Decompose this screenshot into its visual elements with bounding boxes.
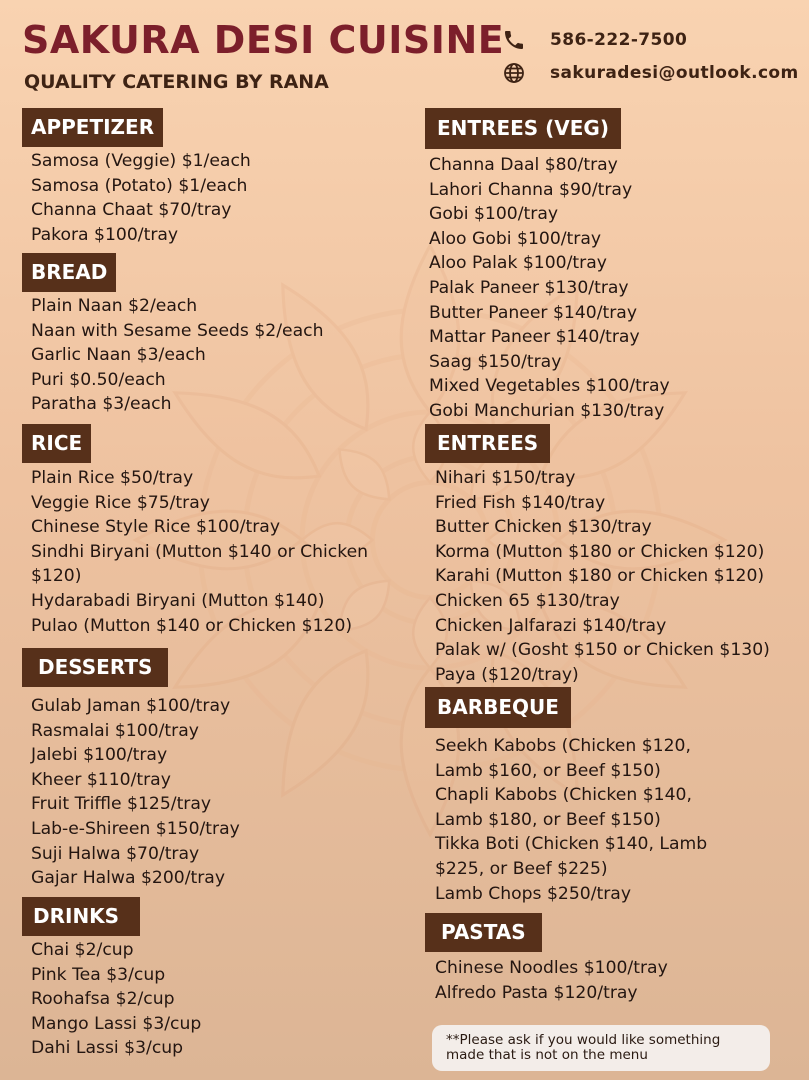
menu-item: Aloo Gobi $100/tray <box>429 228 602 249</box>
category-bread: BREAD <box>22 253 116 292</box>
menu-item: Jalebi $100/tray <box>31 745 168 766</box>
menu-note: **Please ask if you would like something made that is not on the menu <box>432 1025 770 1071</box>
rice-list <box>31 466 371 638</box>
menu-item: Lab-e-Shireen $150/tray <box>31 818 240 839</box>
menu-item: Paya ($120/tray) <box>435 664 579 685</box>
menu-item: Palak w/ (Gosht $150 or Chicken $130) <box>435 640 770 661</box>
category-desserts: DESSERTS <box>22 648 168 687</box>
menu-item: Chai $2/cup <box>31 940 134 960</box>
menu-item: Mattar Paneer $140/tray <box>429 327 640 348</box>
menu-item: Kheer $110/tray <box>31 769 171 790</box>
phone-number: 586-222-7500 <box>550 30 688 50</box>
menu-item: Suji Halwa $70/tray <box>31 843 200 864</box>
menu-item: Gajar Halwa $200/tray <box>31 868 226 889</box>
phone-icon <box>502 28 526 52</box>
menu-item: Chicken 65 $130/tray <box>435 590 620 611</box>
menu-item: Seekh Kabobs (Chicken $120, Lamb $160, or Beef $150) <box>435 736 691 781</box>
appetizer-list <box>31 149 251 247</box>
menu-item: Aloo Palak $100/tray <box>429 253 607 274</box>
menu-item: Butter Paneer $140/tray <box>429 302 638 323</box>
menu-item: Gobi Manchurian $130/tray <box>429 400 665 421</box>
menu-item: Dahi Lassi $3/cup <box>31 1038 184 1059</box>
menu-item: Pink Tea $3/cup <box>31 964 166 985</box>
menu-item: Samosa (Potato) $1/each <box>31 175 248 196</box>
menu-item: Samosa (Veggie) $1/each <box>31 151 251 171</box>
entrees-list <box>435 466 770 687</box>
menu-item: Butter Chicken $130/tray <box>435 517 652 538</box>
menu-item: Korma (Mutton $180 or Chicken $120) <box>435 541 765 562</box>
restaurant-subtitle: QUALITY CATERING BY RANA <box>24 71 329 93</box>
category-entrees-veg: ENTREES (VEG) <box>425 108 621 149</box>
menu-item: Chinese Style Rice $100/tray <box>31 517 281 538</box>
category-barbeque: BARBEQUE <box>425 687 571 728</box>
category-drinks: DRINKS <box>22 897 140 936</box>
menu-item: Alfredo Pasta $120/tray <box>435 982 638 1003</box>
entrees-veg-list <box>429 153 670 424</box>
menu-item: Veggie Rice $75/tray <box>31 492 210 513</box>
category-pastas: PASTAS <box>425 913 542 952</box>
email-address: sakuradesi@outlook.com <box>550 63 799 83</box>
drinks-list <box>31 938 201 1061</box>
menu-item: Karahi (Mutton $180 or Chicken $120) <box>435 566 765 587</box>
menu-item: Pulao (Mutton $140 or Chicken $120) <box>31 615 353 636</box>
menu-item: Nihari $150/tray <box>435 468 576 488</box>
globe-icon <box>502 61 526 85</box>
category-appetizer: APPETIZER <box>22 108 163 147</box>
desserts-list <box>31 694 240 891</box>
menu-item: Gobi $100/tray <box>429 204 559 225</box>
menu-item: Chapli Kabobs (Chicken $140, Lamb $180, or Beef $150) <box>435 785 692 830</box>
email-contact[interactable] <box>502 61 799 85</box>
menu-item: Palak Paneer $130/tray <box>429 277 629 298</box>
category-entrees: ENTREES <box>425 424 550 463</box>
menu-item: Sindhi Biryani (Mutton $140 or Chicken $120) <box>31 541 369 587</box>
menu-item: Mango Lassi $3/cup <box>31 1013 202 1034</box>
menu-item: Channa Chaat $70/tray <box>31 200 232 221</box>
menu-item: Tikka Boti (Chicken $140, Lamb $225, or Beef $225) <box>435 834 708 879</box>
menu-item: Rasmalai $100/tray <box>31 720 199 741</box>
menu-item: Channa Daal $80/tray <box>429 155 618 175</box>
category-rice: RICE <box>22 424 91 463</box>
menu-item: Roohafsa $2/cup <box>31 989 175 1010</box>
menu-item: Saag $150/tray <box>429 351 562 372</box>
barbeque-list <box>435 734 735 906</box>
bread-list <box>31 294 323 417</box>
menu-item: Plain Naan $2/each <box>31 296 198 316</box>
menu-item: Gulab Jaman $100/tray <box>31 696 231 716</box>
menu-item: Garlic Naan $3/each <box>31 345 206 366</box>
menu-item: Naan with Sesame Seeds $2/each <box>31 320 324 341</box>
menu-item: Hydarabadi Biryani (Mutton $140) <box>31 590 325 611</box>
phone-contact[interactable] <box>502 28 687 52</box>
menu-item: Pakora $100/tray <box>31 224 179 245</box>
menu-item: Puri $0.50/each <box>31 369 166 390</box>
menu-item: Lamb Chops $250/tray <box>435 883 632 904</box>
restaurant-title: SAKURA DESI CUISINE <box>22 18 505 62</box>
menu-item: Chinese Noodles $100/tray <box>435 958 668 978</box>
menu-item: Plain Rice $50/tray <box>31 468 194 488</box>
menu-item: Chicken Jalfarazi $140/tray <box>435 615 667 636</box>
pastas-list <box>435 956 668 1005</box>
menu-item: Paratha $3/each <box>31 394 172 415</box>
menu-item: Lahori Channa $90/tray <box>429 179 633 200</box>
menu-item: Mixed Vegetables $100/tray <box>429 376 670 397</box>
menu-item: Fruit Triffle $125/tray <box>31 794 212 815</box>
menu-item: Fried Fish $140/tray <box>435 492 606 513</box>
